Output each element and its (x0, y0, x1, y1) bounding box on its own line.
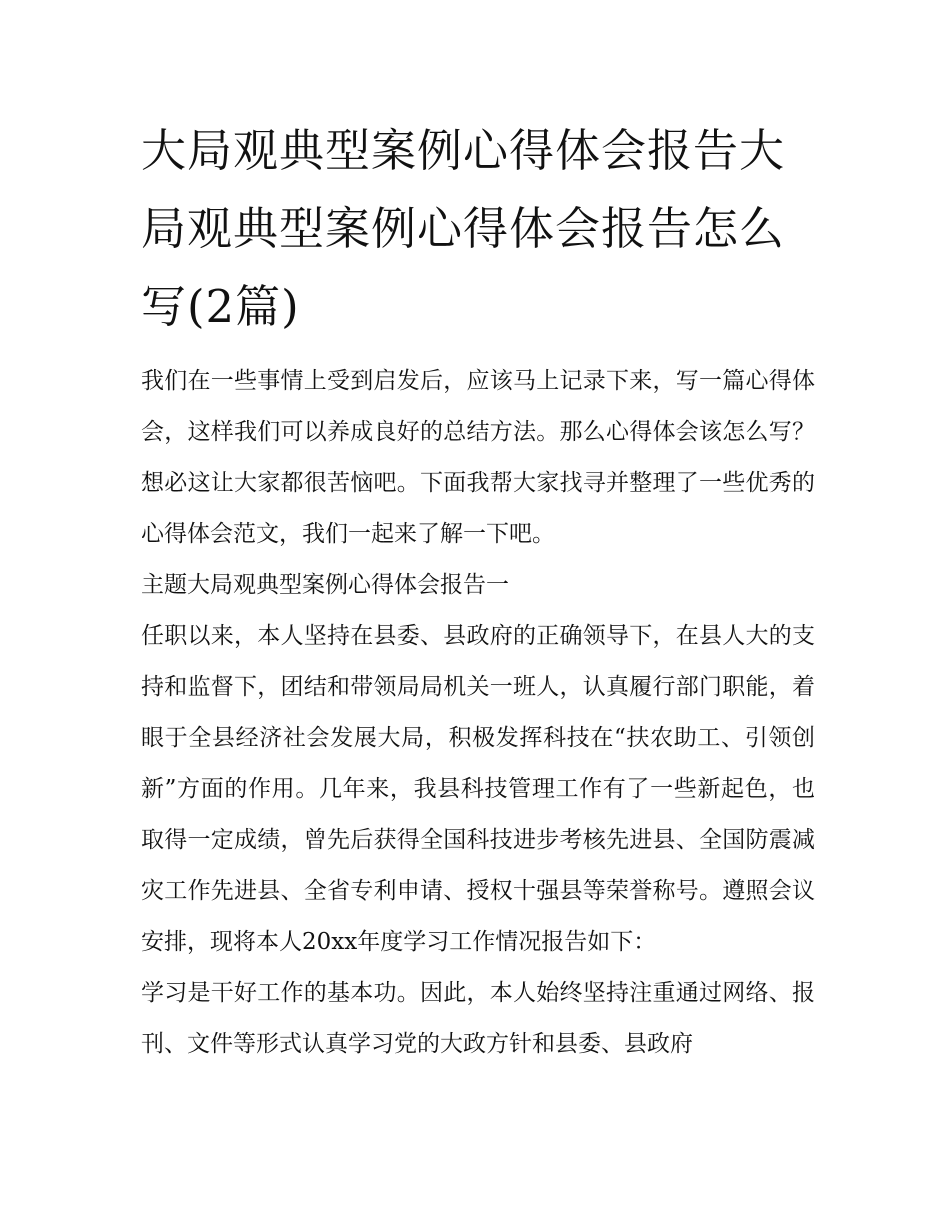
section-heading: 主题大局观典型案例心得体会报告一 (141, 572, 509, 598)
body-paragraph: 任职以来，本人坚持在县委、县政府的正确领导下，在县人大的支持和监督下，团结和带领局局机关一班人，认真履行部门职能，着眼于全县经济社会发展大局，积极发挥科技在“扶农助工、引领创新”方面的作用。几年来，我县科技管理工作有了一些新起色，也取得一定成绩，曾先后获得全国科技进步考核先进县、全国防震减灾工作先进县、全省专利申请、授权十强县等荣誉称号。遵照会议安排，现将本人20xx年度学习工作情况报告如下： (141, 623, 815, 955)
document-title: 大局观典型案例心得体会报告大局观典型案例心得体会报告怎么写(2篇) (141, 124, 786, 333)
body-paragraph: 学习是干好工作的基本功。因此，本人始终坚持注重通过网络、报刊、文件等形式认真学习党的大政方针和县委、县政府 (141, 980, 815, 1057)
document-body (141, 356, 815, 1070)
intro-paragraph: 我们在一些事情上受到启发后，应该马上记录下来，写一篇心得体会，这样我们可以养成良好的总结方法。那么心得体会该怎么写？想必这让大家都很苦恼吧。下面我帮大家找寻并整理了一些优秀的心得体会范文，我们一起来了解一下吧。 (141, 368, 815, 547)
